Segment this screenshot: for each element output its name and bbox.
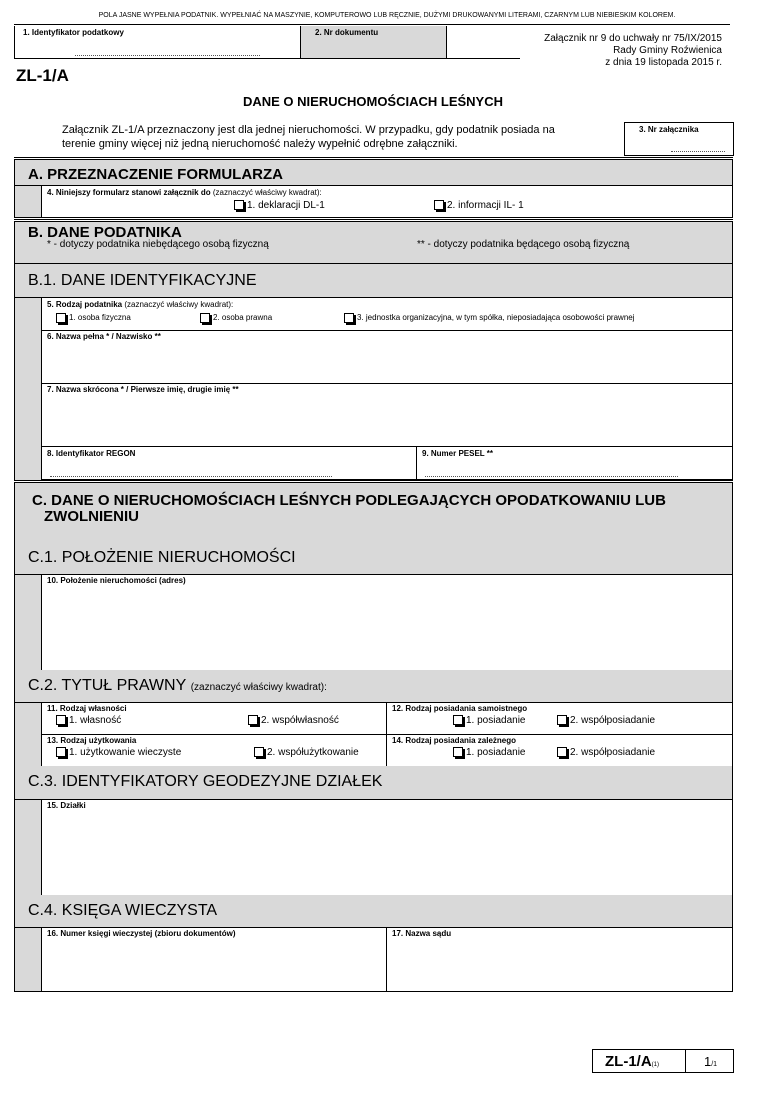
checkbox-icon[interactable] — [557, 747, 567, 757]
intro-line-1: Załącznik ZL-1/A przeznaczony jest dla jednej nieruchomości. W przypadku, gdy podatnik posiada na — [62, 124, 555, 136]
header-rule — [14, 24, 730, 25]
section-c2-hint: (zaznaczyć właściwy kwadrat): — [190, 682, 327, 693]
section-c1-title: C.1. POŁOŻENIE NIERUCHOMOŚCI — [28, 549, 296, 566]
field-12-independent-possession — [386, 702, 733, 735]
field-6-full-name[interactable] — [41, 330, 733, 384]
field-10-property-location[interactable] — [41, 574, 733, 671]
note-legal-entity: * - dotyczy podatnika niebędącego osobą fizyczną — [47, 239, 269, 250]
option-possession-12[interactable] — [453, 715, 526, 726]
field-14-label: 14. Rodzaj posiadania zależnego — [392, 736, 517, 745]
note-natural-person: ** - dotyczy podatnika będącego osobą fizyczną — [417, 239, 630, 250]
section-c4-title: C.4. KSIĘGA WIECZYSTA — [28, 902, 218, 919]
option-co-possession-14-label: 2. współposiadanie — [570, 747, 656, 758]
section-c2-title: C.2. TYTUŁ PRAWNY — [28, 677, 187, 694]
checkbox-icon[interactable] — [200, 313, 210, 323]
intro-line-2: terenie gminy więcej niż jedną nieruchomość należy wypełnić odrębne załączniki. — [62, 138, 458, 150]
section-a-header — [14, 160, 733, 186]
checkbox-icon[interactable] — [56, 313, 66, 323]
section-a-title: A. PRZEZNACZENIE FORMULARZA — [28, 166, 283, 183]
checkbox-icon[interactable] — [234, 200, 244, 210]
field-10-label: 10. Położenie nieruchomości (adres) — [47, 576, 186, 585]
field-14-dependent-possession — [386, 734, 733, 767]
field-5-hint: (zaznaczyć właściwy kwadrat): — [124, 300, 234, 309]
section-c-title-line-2: ZWOLNIENIU — [44, 508, 139, 525]
footer-form-code — [592, 1049, 686, 1073]
option-possession-14[interactable] — [453, 747, 526, 758]
field-1-tax-id[interactable] — [14, 26, 301, 59]
field-3-annex-number[interactable] — [624, 122, 734, 156]
option-perpetual-usufruct-label: 1. użytkowanie wieczyste — [69, 747, 182, 758]
footer-page-total: /1 — [711, 1061, 718, 1068]
option-organizational-unit-label: 3. jednostka organizacyjna, w tym spółka, nieposiadająca osobowości prawnej — [357, 313, 635, 323]
page-title: DANE O NIERUCHOMOŚCIACH LEŚNYCH — [242, 94, 503, 109]
section-b1-header — [14, 264, 733, 298]
option-ownership-label: 1. własność — [69, 715, 122, 726]
section-c1-header — [14, 542, 733, 575]
field-9-label: 9. Numer PESEL ** — [422, 449, 493, 458]
option-co-possession-14[interactable] — [557, 747, 655, 758]
annex-line-2: Rady Gminy Roźwienica — [613, 45, 722, 56]
option-possession-12-label: 1. posiadanie — [466, 715, 526, 726]
form-code: ZL-1/A — [16, 66, 69, 85]
footer-page-number — [685, 1049, 734, 1073]
option-ownership[interactable] — [56, 715, 121, 726]
header-box-right — [446, 58, 520, 59]
option-legal-person-label: 2. osoba prawna — [213, 313, 273, 323]
section-c-title-line-1: C. DANE O NIERUCHOMOŚCIACH LEŚNYCH PODLEGAJĄCYCH OPODATKOWANIU LUB — [32, 492, 666, 509]
section-b-title: B. DANE PODATNIKA — [28, 224, 182, 241]
section-c-header — [14, 483, 733, 543]
footer-page: 1 — [704, 1054, 712, 1069]
checkbox-icon[interactable] — [344, 313, 354, 323]
checkbox-icon[interactable] — [557, 715, 567, 725]
field-8-label: 8. Identyfikator REGON — [47, 449, 136, 458]
field-4-hint: (zaznaczyć właściwy kwadrat): — [212, 188, 322, 197]
field-1-label: 1. Identyfikator podatkowy — [23, 28, 124, 37]
field-9-pesel[interactable] — [416, 446, 733, 480]
annex-line-3: z dnia 19 listopada 2015 r. — [605, 57, 722, 68]
option-possession-14-label: 1. posiadanie — [466, 747, 526, 758]
field-8-regon[interactable] — [41, 446, 417, 480]
option-perpetual-usufruct[interactable] — [56, 747, 181, 758]
checkbox-icon[interactable] — [453, 747, 463, 757]
option-co-ownership[interactable] — [248, 715, 339, 726]
option-declaration-dl1[interactable] — [234, 200, 325, 211]
checkbox-icon[interactable] — [254, 747, 264, 757]
section-c4-header — [14, 895, 733, 928]
option-organizational-unit[interactable] — [344, 313, 635, 323]
field-5-taxpayer-type — [41, 297, 733, 331]
field-17-court-name[interactable] — [386, 927, 733, 992]
form-instruction: POLA JASNE WYPEŁNIA PODATNIK. WYPEŁNIAĆ NA MASZYNIE, KOMPUTEROWO LUB RĘCZNIE, DUŻYMI DRUKOWANYMI LITERAMI, CZARNYM LUB NIEBIESKIM KOLOREM. — [98, 12, 676, 19]
option-co-ownership-label: 2. współwłasność — [261, 715, 339, 726]
field-15-plots[interactable] — [41, 799, 733, 896]
option-legal-person[interactable] — [200, 313, 272, 323]
section-b-margin — [14, 298, 42, 480]
annex-line-1: Załącznik nr 9 do uchwały nr 75/IX/2015 — [544, 33, 722, 44]
checkbox-icon[interactable] — [453, 715, 463, 725]
section-b-header — [14, 222, 733, 264]
checkbox-icon[interactable] — [56, 747, 66, 757]
option-information-il1-label: 2. informacji IL- 1 — [447, 200, 524, 211]
checkbox-icon[interactable] — [434, 200, 444, 210]
checkbox-icon[interactable] — [56, 715, 66, 725]
annex-note — [520, 33, 722, 69]
field-2-label: 2. Nr dokumentu — [315, 28, 379, 37]
footer-code: ZL-1/A — [605, 1053, 652, 1070]
field-16-label: 16. Numer księgi wieczystej (zbioru dokumentów) — [47, 929, 236, 938]
field-2-doc-number — [300, 26, 447, 59]
field-4-form-type — [41, 186, 733, 218]
option-co-possession-12[interactable] — [557, 715, 655, 726]
field-17-label: 17. Nazwa sądu — [392, 929, 452, 938]
field-12-label: 12. Rodzaj posiadania samoistnego — [392, 704, 528, 713]
section-a-margin — [14, 186, 42, 218]
field-11-label: 11. Rodzaj własności — [47, 704, 127, 713]
option-natural-person-label: 1. osoba fizyczna — [69, 313, 131, 323]
field-3-label: 3. Nr załącznika — [639, 125, 699, 134]
section-c2-header — [14, 670, 733, 703]
field-13-label: 13. Rodzaj użytkowania — [47, 736, 137, 745]
field-13-usage-type — [41, 734, 387, 767]
option-natural-person[interactable] — [56, 313, 131, 323]
footer-version: (1) — [651, 1062, 660, 1068]
option-co-usufruct[interactable] — [254, 747, 359, 758]
option-information-il1[interactable] — [434, 200, 524, 211]
field-6-label: 6. Nazwa pełna * / Nazwisko ** — [47, 332, 161, 341]
section-c3-title: C.3. IDENTYFIKATORY GEODEZYJNE DZIAŁEK — [28, 773, 383, 790]
field-5-label: 5. Rodzaj podatnika — [47, 300, 123, 309]
field-16-land-register[interactable] — [41, 927, 387, 992]
field-11-ownership-type — [41, 702, 387, 735]
checkbox-icon[interactable] — [248, 715, 258, 725]
field-15-label: 15. Działki — [47, 801, 86, 810]
option-co-possession-12-label: 2. współposiadanie — [570, 715, 656, 726]
field-4-label: 4. Niniejszy formularz stanowi załącznik do — [47, 188, 211, 197]
field-7-short-name[interactable] — [41, 383, 733, 447]
intro-text — [62, 123, 622, 151]
option-declaration-dl1-label: 1. deklaracji DL-1 — [247, 200, 325, 211]
field-7-label: 7. Nazwa skrócona * / Pierwsze imię, drugie imię ** — [47, 385, 239, 394]
section-b1-title: B.1. DANE IDENTYFIKACYJNE — [28, 272, 257, 289]
section-c3-header — [14, 766, 733, 800]
option-co-usufruct-label: 2. współużytkowanie — [267, 747, 359, 758]
